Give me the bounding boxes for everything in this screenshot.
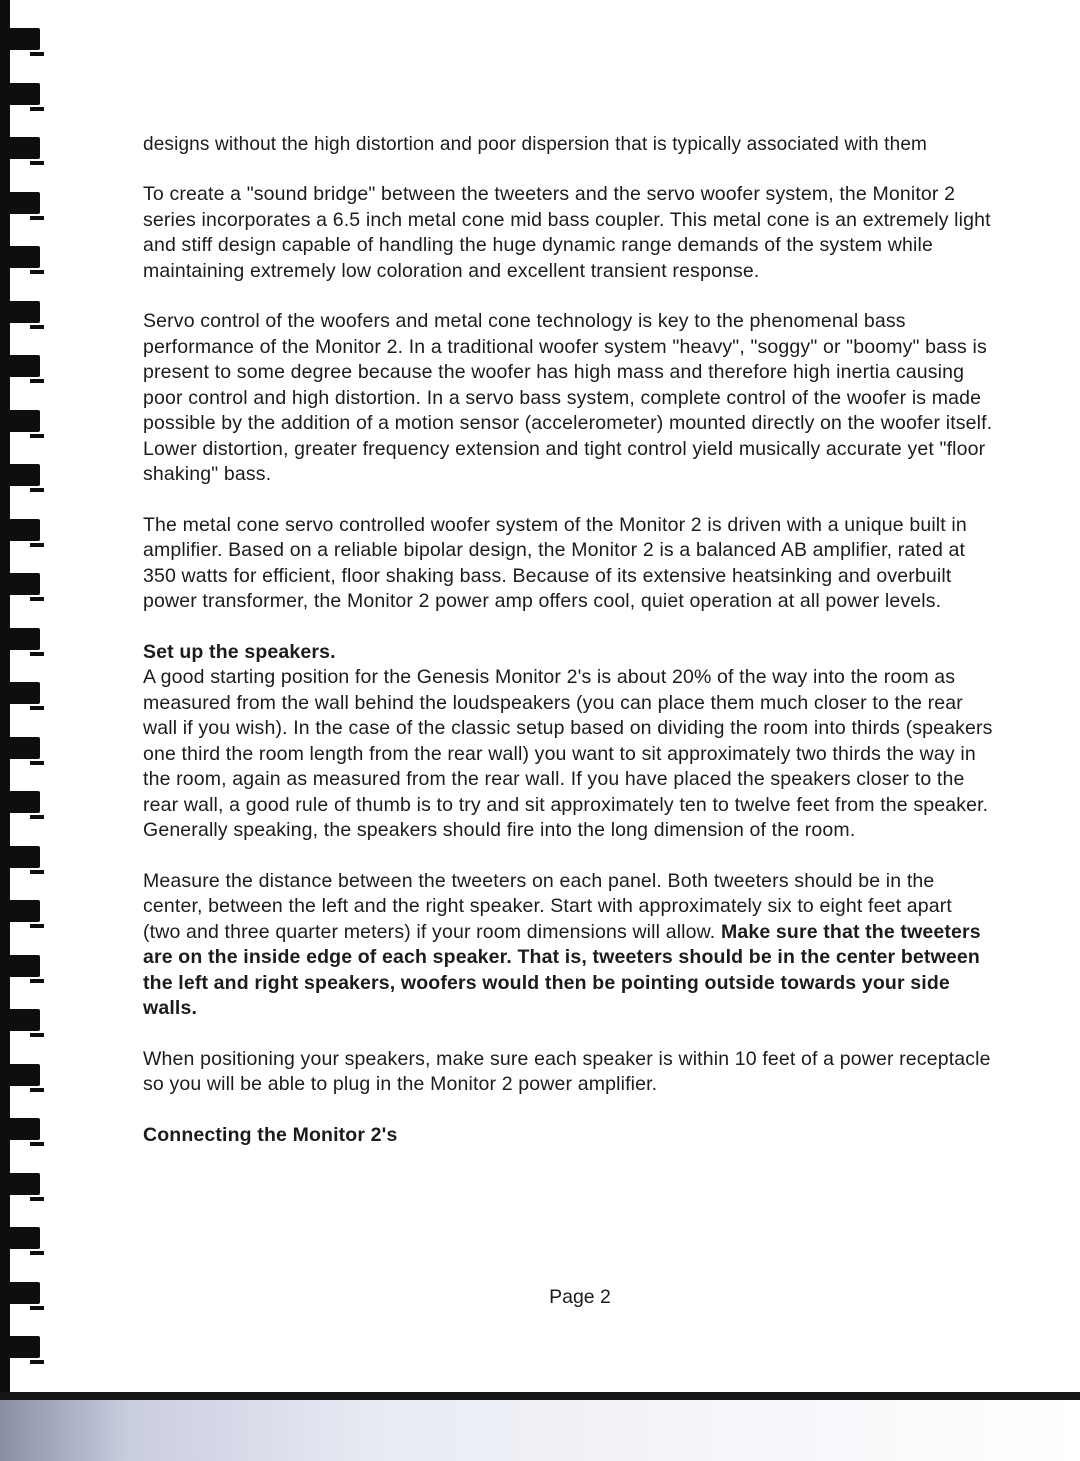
binding-notch [30,325,44,329]
binding-hole [0,1336,40,1358]
binding-hole [0,900,40,922]
paragraph-setup: A good starting position for the Genesis Monitor 2's is about 20% of the way into the room as measured from the wall behind the loudspeakers (you can place them much closer to the rear wall if you wish). In the case of the classic setup based on dividing the room into thirds (speakers one third the room length from the rear wall) you want to sit approximately two thirds the way in the room, again as measured from the rear wall. If you have placed the speakers closer to the rear wall, a good rule of thumb is to try and sit approximately ten to twelve feet from the speaker. Generally speaking, the speakers should fire into the long dimension of the room. [143,666,993,841]
intro-continuation: designs without the high distortion and poor dispersion that is typically associated with them [143,134,928,155]
binding-notch [30,434,44,438]
binding-notch [30,52,44,56]
spiral-binding [0,0,44,1400]
binding-notch [30,1360,44,1364]
binding-hole [0,846,40,868]
paragraph-servo-control: Servo control of the woofers and metal cone technology is key to the phenomenal bass performance of the Monitor 2. In a traditional woofer system "heavy", "soggy" or "boomy" bass is present to some degree because the woofer has high mass and therefore high inertia causing poor control and high distortion. In a servo bass system, complete control of the woofer is made possible by the addition of a motion sensor (accelerometer) mounted directly on the woofer itself. Lower distortion, greater frequency extension and tight control yield musically accurate yet "floor shaking" bass. [143,310,993,485]
paragraph-amplifier: The metal cone servo controlled woofer system of the Monitor 2 is driven with a unique built in amplifier. Based on a reliable bipolar design, the Monitor 2 is a balanced AB amplifier, rated at 350 watts for efficient, floor shaking bass. Because of its extensive heatsinking and overbuilt power transformer, the Monitor 2 power amp offers cool, quiet operation at all power levels. [143,513,967,612]
binding-hole [0,1118,40,1140]
binding-hole [0,628,40,650]
binding-hole [0,137,40,159]
paragraph-power: When positioning your speakers, make sure each speaker is within 10 feet of a power receptacle so you will be able to plug in the Monitor 2 power amplifier. [143,1047,991,1095]
binding-notch [30,379,44,383]
binding-notch [30,597,44,601]
page-bottom-edge [0,1392,1080,1400]
binding-hole [0,355,40,377]
binding-hole [0,192,40,214]
scan-shadow [0,1400,1080,1461]
heading-setup: Set up the speakers. [143,640,336,663]
binding-hole [0,28,40,50]
binding-notch [30,761,44,765]
binding-hole [0,301,40,323]
page-content [143,132,993,1148]
binding-notch [30,706,44,710]
binding-hole [0,246,40,268]
binding-notch [30,488,44,492]
binding-notch [30,270,44,274]
paragraph-measure [143,869,993,1022]
binding-notch [30,1142,44,1146]
binding-hole [0,519,40,541]
binding-notch [30,815,44,819]
paragraph-sound-bridge: To create a "sound bridge" between the tweeters and the servo woofer system, the Monitor 2 series incorporates a 6.5 inch metal cone mid bass coupler. This metal cone is an extremely light and stiff design capable of handling the huge dynamic range demands of the system while maintaining extremely low coloration and excellent transient response. [143,183,991,282]
binding-notch [30,216,44,220]
binding-hole [0,573,40,595]
binding-notch [30,1197,44,1201]
heading-connecting: Connecting the Monitor 2's [143,1123,398,1146]
binding-hole [0,1173,40,1195]
binding-notch [30,161,44,165]
binding-notch [30,870,44,874]
binding-hole [0,464,40,486]
binding-hole [0,1227,40,1249]
binding-hole [0,791,40,813]
binding-notch [30,1033,44,1037]
binding-notch [30,924,44,928]
measure-text: Measure the distance between the tweeters on each panel. Both tweeters should be in the center, between the left and the right speaker. Start with approximately six to eight feet apart (two and three quarter meters) if your room dimensions will allow. [143,869,952,943]
binding-notch [30,652,44,656]
page-number: Page 2 [549,1286,611,1308]
binding-notch [30,1251,44,1255]
binding-hole [0,1064,40,1086]
measure-emphasis: Make sure that the tweeters are on the inside edge of each speaker. That is, tweeters should be in the center between the left and right speakers, woofers would then be pointing outside towards your side walls. [143,920,981,1019]
binding-notch [30,107,44,111]
binding-hole [0,410,40,432]
binding-notch [30,543,44,547]
binding-hole [0,955,40,977]
binding-notch [30,979,44,983]
binding-notch [30,1088,44,1092]
binding-hole [0,83,40,105]
binding-hole [0,682,40,704]
binding-hole [0,737,40,759]
binding-hole [0,1009,40,1031]
